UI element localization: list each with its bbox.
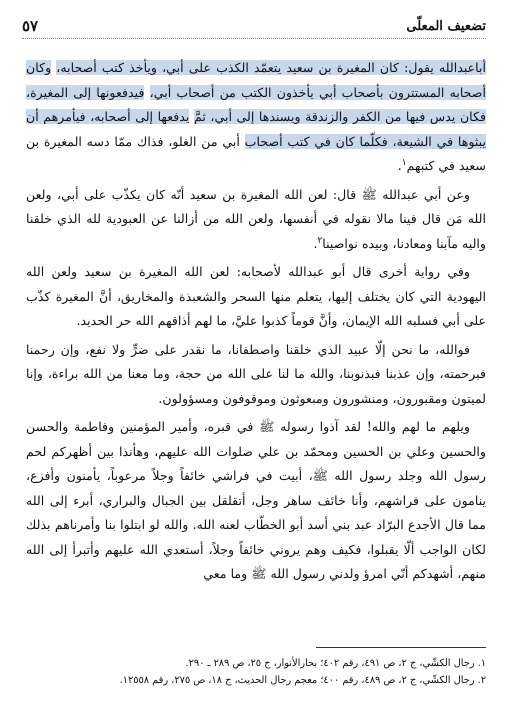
paragraph-5 bbox=[26, 415, 486, 587]
highlighted-line: أباعبدالله يقول: كان المغيرة بن سعيد يتعمّد الكذب على أبي، ويأخذ كتب أصحابه، bbox=[56, 60, 486, 75]
highlighted-line: يدفعها إلى أصحابه، فيأمرهم أن يبثوها في الشيعة، فكلّما كان في كتب أصحاب bbox=[26, 109, 486, 149]
paragraph-text: فوالله، ما نحن إلّا عبيد الذي خلقنا واصطفانا، ما نقدر على ضرٍّ ولا نفع، وإن رحمنا فبرحمته، وإن عذبنا فبذنوبنا، والله ما لنا على الله من حجة، وما معنا من الله براءة، وإنا لميتون ومقبورون، ومنشورون ومبعوثون وموقوفون ومسؤولون. bbox=[26, 341, 486, 406]
paragraph-end: . bbox=[313, 235, 318, 251]
footnote-divider bbox=[316, 647, 486, 648]
footnote-ref: ٢ bbox=[317, 235, 323, 246]
footnotes bbox=[26, 655, 486, 689]
paragraph-4 bbox=[26, 338, 486, 412]
footnote-1: ١. رجال الكشّي، ج ٢، ص ٤٩١، رقم ٤٠٢؛ بحارالأنوار، ج ٢٥، ص ٢٨٩ ـ ٢٩٠. bbox=[185, 658, 486, 669]
footnote-2: ٢. رجال الكشّي، ج ٢، ص ٤٨٩، رقم ٤٠٠؛ معجم رجال الحديث، ج ١٨، ص ٢٧٥، رقم ١٢٥٥٨. bbox=[119, 675, 486, 686]
paragraph-end: . bbox=[397, 158, 402, 173]
highlighted-line: فيدفعونها إلى المغيرة، فكان يدس فيها من الكفر والزندقة ويسندها إلى أبي، ثمَّ bbox=[26, 84, 486, 124]
running-title: تضعيف المعلّى bbox=[406, 18, 486, 34]
highlighted-line: وكان أصحابه المستترون بأصحاب أبي يأخذون الكتب من أصحاب أبي، bbox=[26, 60, 486, 100]
body-text bbox=[26, 56, 486, 591]
page-number: ٥٧ bbox=[22, 17, 39, 35]
paragraph-1 bbox=[26, 56, 486, 179]
paragraph-tail: أبي من الغلو، فذاك ممّا دسه المغيرة بن سعيد في كتبهم bbox=[26, 133, 486, 173]
paragraph-text: ويلهم ما لهم والله! لقد آذوا رسوله ﷺ في قبره، وأمير المؤمنين وفاطمة والحسن والحسين وعلي بن الحسين ومحمّد بن علي صلوات الله عليهم، وهأنذا بين أظهركم لحم رسول الله وجلد رسول الله ﷺ، أبيت في فراشي خائفاً وجلاً مرعوباً، يأمنون وأفزع، ينامون على فراشهم، وأنا خائف ساهر وجل، أتقلقل بين الجبال والبراري، أبرء إلى الله مما قال الأجدع البرّاد عبد بني أسد أبو الخطّاب لعنه الله. والله لو ابتلوا بنا وأمرناهم بذلك لكان الواجب ألّا يقبلوا، فكيف وهم يروني خائفاً وجلاً، أستعدي الله عليهم وأتبرأ إلى الله منهم، أشهدكم أنّي امرؤ ولدني رسول الله ﷺ وما معي bbox=[26, 419, 486, 581]
paragraph-2 bbox=[26, 183, 486, 257]
page-header bbox=[22, 14, 486, 39]
footnote-ref: ١ bbox=[401, 157, 407, 168]
paragraph-3 bbox=[26, 260, 486, 334]
paragraph-text: وفي رواية أخرى قال أبو عبدالله لأصحابه: لعن الله المغيرة بن سعيد ولعن الله اليهودية التي كان يختلف إليها، يتعلم منها السحر والشعبذة والمخاريق، أنَّ المغيرة كذّب على أبي فسلبه الله الإيمان، وأنَّ قوماً كذبوا عليَّ، ما لهم أذاقهم الله حر الحديد. bbox=[26, 264, 486, 328]
paragraph-text: وعن أبي عبدالله ﷺ قال: لعن الله المغيرة بن سعيد أنّه كان يكذّب على أبي، ولعن الله مَن قال فينا مالا نقوله في أنفسها، ولعن الله من أزالنا عن العبودية لله الذي خلقنا واليه مآبنا ومعادنا، وبيده نواصينا bbox=[26, 186, 486, 251]
